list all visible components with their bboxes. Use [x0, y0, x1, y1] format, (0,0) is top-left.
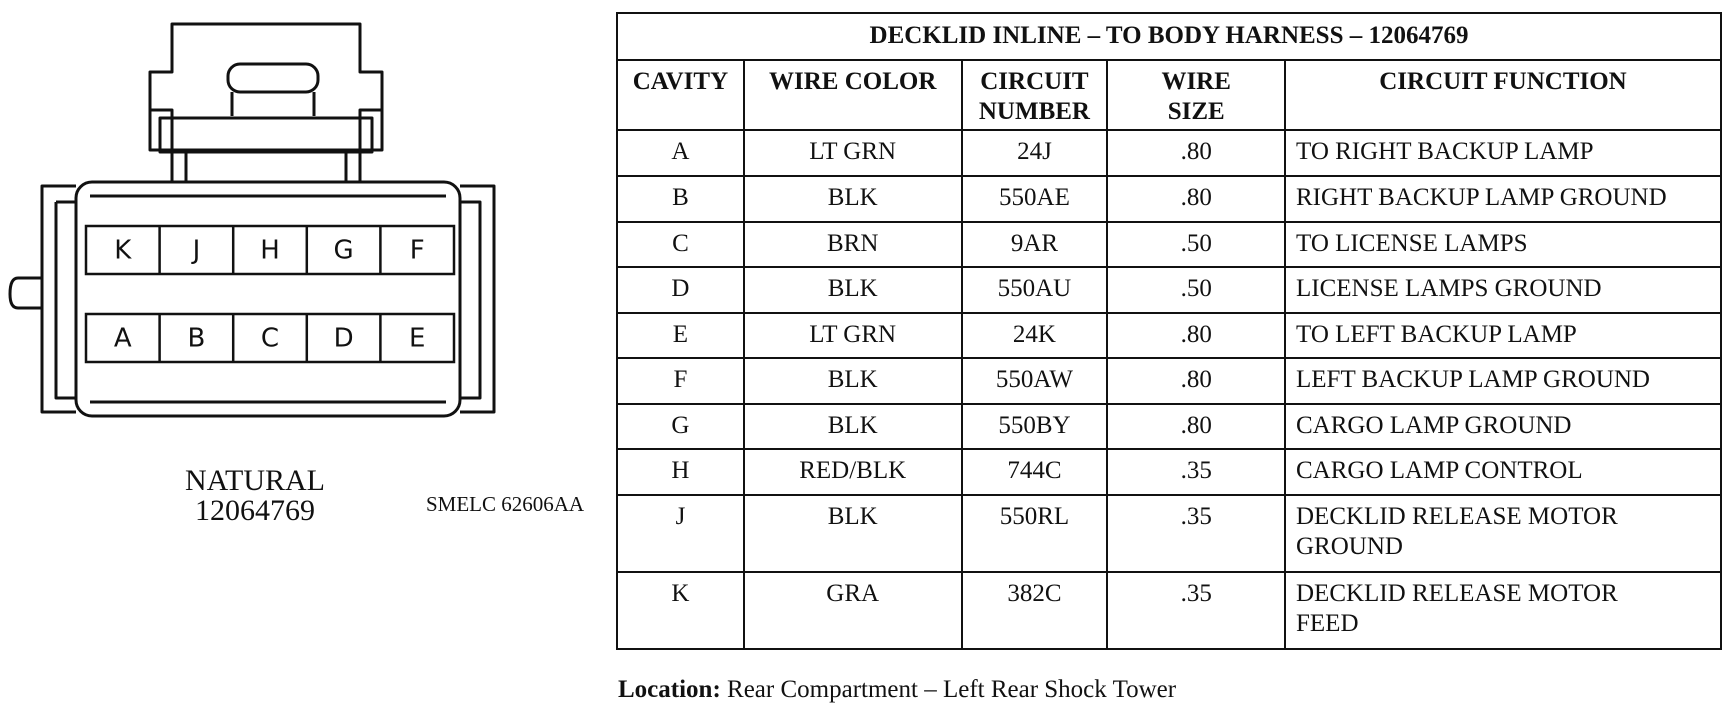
table-row	[617, 267, 1721, 313]
cavity-label-j: J	[192, 235, 201, 266]
cell-wire-color: RED/BLK	[744, 449, 962, 495]
cell-wire-size: .50	[1107, 222, 1285, 268]
cavity-label-h: H	[260, 235, 280, 266]
table-row	[617, 404, 1721, 450]
cell-cavity: A	[617, 130, 744, 176]
cell-circuit-function: CARGO LAMP CONTROL	[1285, 449, 1721, 495]
table-row	[617, 222, 1721, 268]
connector-caption	[150, 466, 360, 526]
header-cavity: CAVITY	[617, 60, 744, 131]
cell-circuit-function: DECKLID RELEASE MOTOR FEED	[1285, 572, 1721, 649]
cell-circuit-number: 550BY	[962, 404, 1108, 450]
cell-circuit-function: LICENSE LAMPS GROUND	[1285, 267, 1721, 313]
cell-circuit-number: 550RL	[962, 495, 1108, 572]
table-row	[617, 130, 1721, 176]
cell-circuit-number: 550AW	[962, 358, 1108, 404]
header-wire-color: WIRE COLOR	[744, 60, 962, 131]
cell-circuit-number: 744C	[962, 449, 1108, 495]
cavity-label-k: K	[114, 235, 132, 266]
table-title: DECKLID INLINE – TO BODY HARNESS – 12064769	[617, 13, 1721, 60]
cavity-label-a: A	[113, 323, 132, 354]
table-row	[617, 313, 1721, 359]
cavity-label-d: D	[333, 323, 354, 354]
header-wire-size: WIRE SIZE	[1107, 60, 1285, 131]
cell-cavity: G	[617, 404, 744, 450]
cell-wire-color: BLK	[744, 176, 962, 222]
connector-face-diagram	[0, 0, 560, 520]
cell-circuit-number: 550AU	[962, 267, 1108, 313]
cavity-label-e: E	[408, 323, 426, 354]
table-row	[617, 572, 1721, 649]
cell-cavity: F	[617, 358, 744, 404]
cell-wire-color: BLK	[744, 404, 962, 450]
drawing-id: SMELC 62606AA	[426, 492, 585, 516]
cell-wire-size: .80	[1107, 404, 1285, 450]
location-note	[618, 676, 1176, 704]
cell-wire-size: .35	[1107, 495, 1285, 572]
cavity-label-b: B	[187, 323, 206, 354]
cell-circuit-number: 24J	[962, 130, 1108, 176]
cell-wire-size: .35	[1107, 572, 1285, 649]
cell-wire-size: .80	[1107, 130, 1285, 176]
header-circuit-function: CIRCUIT FUNCTION	[1285, 60, 1721, 131]
cell-cavity: J	[617, 495, 744, 572]
cell-wire-color: GRA	[744, 572, 962, 649]
cell-circuit-number: 382C	[962, 572, 1108, 649]
cell-cavity: C	[617, 222, 744, 268]
cell-circuit-function: CARGO LAMP GROUND	[1285, 404, 1721, 450]
cell-circuit-number: 550AE	[962, 176, 1108, 222]
table-row	[617, 495, 1721, 572]
cell-cavity: H	[617, 449, 744, 495]
cell-circuit-function: LEFT BACKUP LAMP GROUND	[1285, 358, 1721, 404]
cell-circuit-function: TO RIGHT BACKUP LAMP	[1285, 130, 1721, 176]
cell-wire-color: LT GRN	[744, 313, 962, 359]
table-row	[617, 449, 1721, 495]
connector-latch-tab	[228, 64, 318, 92]
cell-cavity: K	[617, 572, 744, 649]
cell-wire-size: .80	[1107, 358, 1285, 404]
cell-circuit-function: TO LICENSE LAMPS	[1285, 222, 1721, 268]
connector-right-rail	[460, 186, 494, 412]
location-value: Rear Compartment – Left Rear Shock Tower	[727, 676, 1177, 703]
cell-wire-color: BRN	[744, 222, 962, 268]
cell-wire-color: BLK	[744, 267, 962, 313]
cell-wire-size: .80	[1107, 313, 1285, 359]
cell-cavity: B	[617, 176, 744, 222]
location-label: Location:	[618, 676, 721, 703]
connector-left-rail	[42, 186, 76, 412]
connector-body	[76, 182, 460, 416]
cell-wire-color: LT GRN	[744, 130, 962, 176]
connector-color-label: NATURAL	[185, 464, 325, 497]
harness-pinout-table	[616, 12, 1722, 650]
cell-circuit-number: 24K	[962, 313, 1108, 359]
table-header-row	[617, 60, 1721, 131]
table-row	[617, 176, 1721, 222]
cell-circuit-function: RIGHT BACKUP LAMP GROUND	[1285, 176, 1721, 222]
cell-wire-color: BLK	[744, 495, 962, 572]
table-row	[617, 358, 1721, 404]
cavity-label-f: F	[409, 235, 425, 266]
connector-part-number: 12064769	[195, 494, 315, 527]
cavity-label-g: G	[333, 235, 354, 266]
cavity-label-c: C	[260, 323, 280, 354]
cell-cavity: E	[617, 313, 744, 359]
cell-wire-size: .80	[1107, 176, 1285, 222]
header-circuit-number: CIRCUIT NUMBER	[962, 60, 1108, 131]
cell-circuit-number: 9AR	[962, 222, 1108, 268]
cell-wire-size: .50	[1107, 267, 1285, 313]
cell-circuit-function: TO LEFT BACKUP LAMP	[1285, 313, 1721, 359]
cell-circuit-function: DECKLID RELEASE MOTOR GROUND	[1285, 495, 1721, 572]
cell-cavity: D	[617, 267, 744, 313]
cell-wire-size: .35	[1107, 449, 1285, 495]
cell-wire-color: BLK	[744, 358, 962, 404]
